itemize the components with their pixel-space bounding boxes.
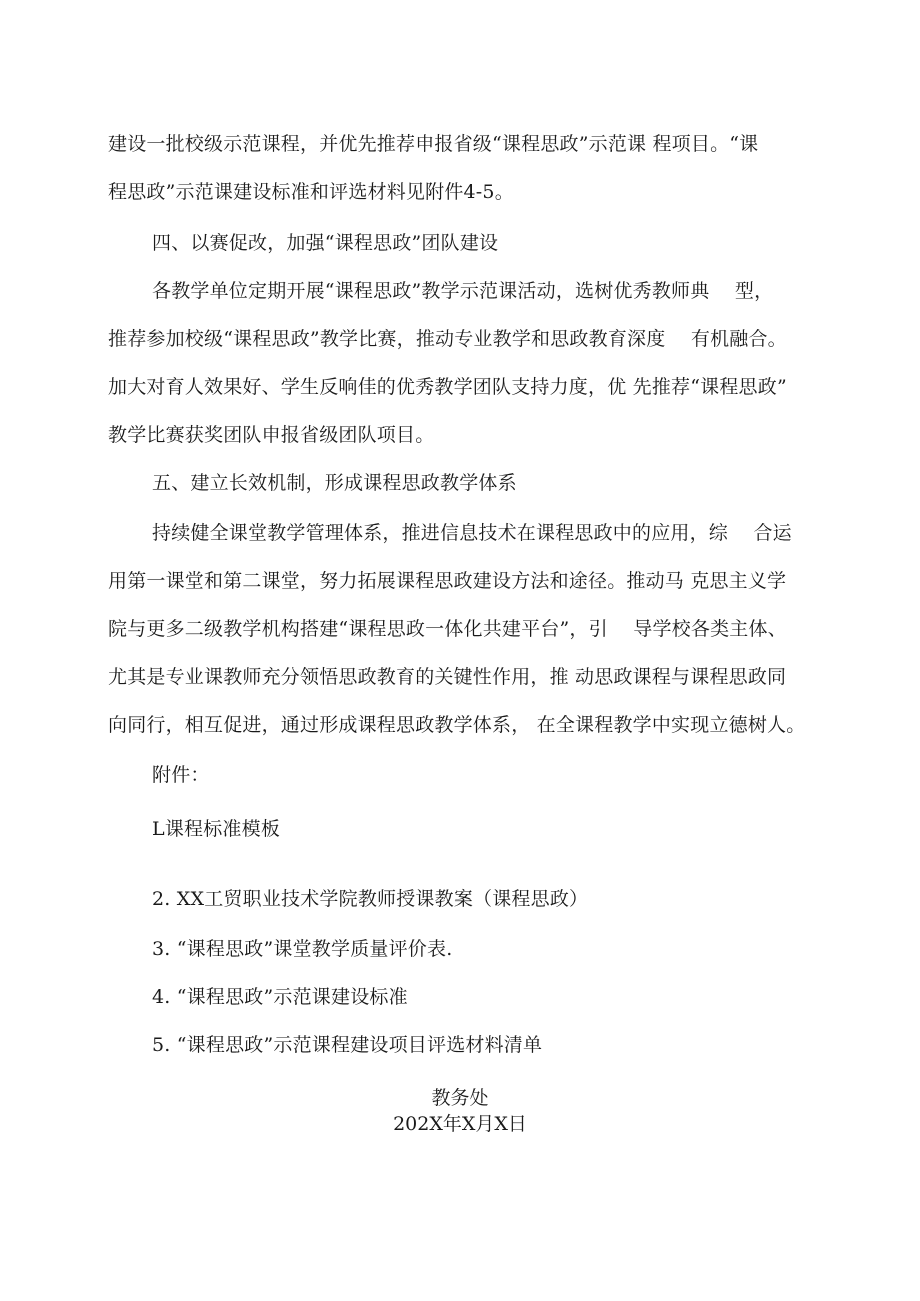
paragraph-line: 建设一批校级示范课程，并优先推荐申报省级“课程思政”示范课 程项目。“课 [108, 133, 759, 155]
issue-date: 202X年X月X日 [393, 1113, 527, 1135]
attachment-item: L课程标准模板 [152, 818, 281, 840]
attachment-item: 2. XX工贸职业技术学院教师授课教案（课程思政） [152, 888, 589, 910]
paragraph-line: 尤其是专业课教师充分领悟思政教育的关键性作用，推 动思政课程与课程思政同 [108, 666, 787, 688]
paragraph-line: 推荐参加校级“课程思政”教学比赛，推动专业教学和思政教育深度 有机融合。 [108, 328, 787, 350]
paragraph-line: 院与更多二级教学机构搭建“课程思政一体化共建平台”，引 导学校各类主体、 [108, 618, 787, 640]
paragraph-line: 持续健全课堂教学管理体系，推进信息技术在课程思政中的应用，综 合运 [152, 522, 792, 544]
attachment-item: 5. “课程思政”示范课程建设项目评选材料清单 [152, 1034, 543, 1056]
paragraph-line: 各教学单位定期开展“课程思政”教学示范课活动，选树优秀教师典 型， [152, 280, 774, 302]
paragraph-line: 向同行，相互促进，通过形成课程思政教学体系， 在全课程教学中实现立德树人。 [108, 714, 806, 736]
paragraph-line: 加大对育人效果好、学生反响佳的优秀教学团队支持力度，优 先推荐“课程思政” [108, 376, 787, 398]
attachment-item: 3. “课程思政”课堂教学质量评价表. [152, 938, 453, 960]
attachment-item: 4. “课程思政”示范课建设标准 [152, 986, 408, 1008]
paragraph-line: 教学比赛获奖团队申报省级团队项目。 [108, 424, 435, 446]
section-heading: 四、以赛促改，加强“课程思政”团队建设 [152, 232, 499, 254]
attachments-label: 附件： [152, 764, 210, 786]
section-heading: 五、建立长效机制，形成课程思政教学体系 [152, 472, 517, 494]
paragraph-line: 程思政”示范课建设标准和评选材料见附件4-5。 [108, 181, 514, 203]
paragraph-line: 用第一课堂和第二课堂，努力拓展课程思政建设方法和途径。推动马 克思主义学 [108, 570, 787, 592]
issuing-office: 教务处 [431, 1087, 489, 1109]
